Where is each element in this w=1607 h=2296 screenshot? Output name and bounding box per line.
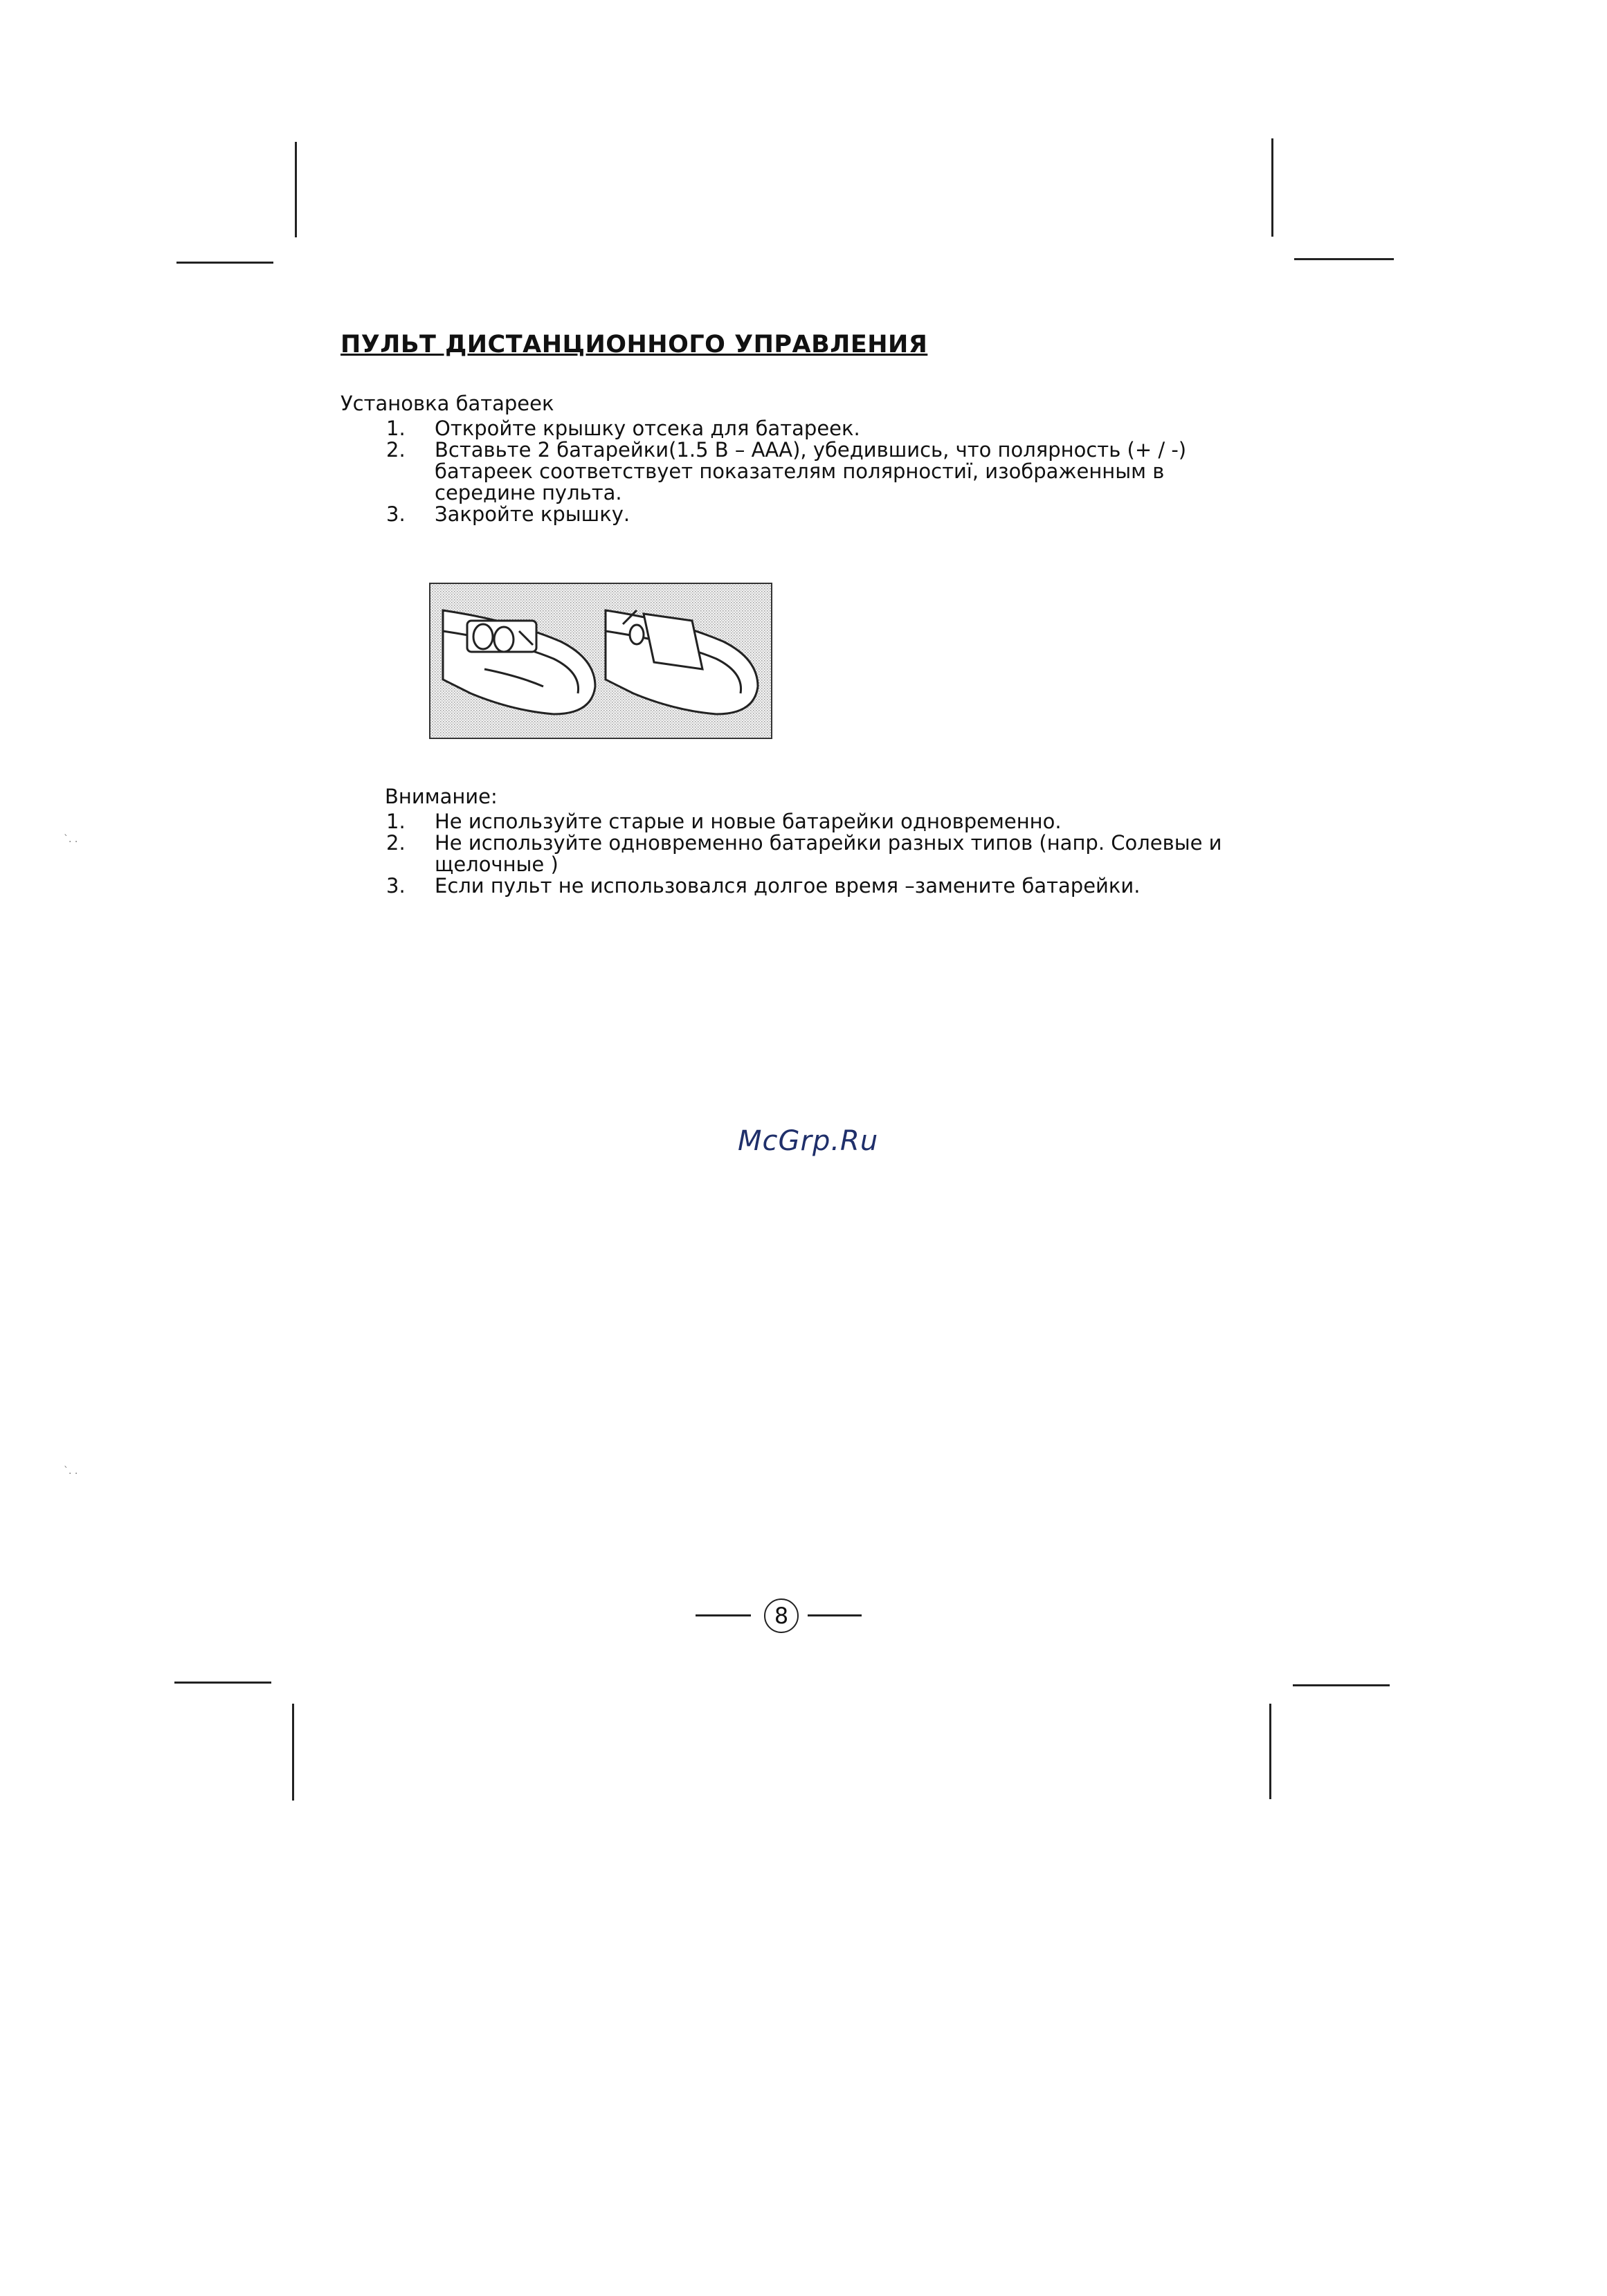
crop-mark-top-left-vertical — [295, 142, 297, 237]
crop-mark-top-left-horizontal — [176, 262, 273, 264]
step-text: Вставьте 2 батарейки(1.5 В – ААА), убедившись, что полярность (+ / -) батареек соответствует показателям полярностиї, изображенным в середине пульта. — [435, 438, 1187, 504]
crop-mark-top-right-horizontal — [1294, 258, 1394, 260]
step-number: 3. — [386, 502, 406, 526]
list-item — [341, 875, 1240, 897]
warnings-list — [341, 811, 1240, 897]
list-item — [341, 811, 1240, 832]
page-title: ПУЛЬТ ДИСТАНЦИОННОГО УПРАВЛЕНИЯ — [341, 331, 928, 358]
warning-heading: Внимание: — [385, 785, 498, 808]
scan-artifact: `. . — [64, 1466, 78, 1477]
warning-text: Если пульт не использовался долгое время –замените батарейки. — [435, 874, 1141, 898]
warning-number: 1. — [386, 810, 406, 833]
install-heading: Установка батареек — [341, 392, 554, 415]
list-item — [341, 439, 1240, 504]
list-item — [341, 504, 1240, 525]
warning-text: Не используйте старые и новые батарейки одновременно. — [435, 810, 1062, 833]
page-number-rule-left — [696, 1614, 751, 1616]
step-number: 2. — [386, 438, 406, 462]
crop-mark-bottom-right-vertical — [1269, 1704, 1271, 1799]
watermark: McGrp.Ru — [738, 1125, 879, 1157]
warning-number: 3. — [386, 874, 406, 898]
page-number-rule-right — [808, 1614, 862, 1616]
crop-mark-bottom-right-horizontal — [1293, 1684, 1390, 1686]
step-text: Откройте крышку отсека для батареек. — [435, 417, 860, 440]
page-number-footer — [696, 1597, 862, 1634]
crop-mark-bottom-left-vertical — [292, 1704, 294, 1801]
scan-artifact: `. . — [64, 834, 78, 845]
install-steps-list — [341, 418, 1240, 525]
page-number: 8 — [764, 1598, 799, 1633]
remote-battery-illustration — [429, 583, 772, 739]
list-item — [341, 418, 1240, 439]
warning-text: Не используйте одновременно батарейки разных типов (напр. Солевые и щелочные ) — [435, 831, 1222, 876]
step-number: 1. — [386, 417, 406, 440]
crop-mark-top-right-vertical — [1271, 138, 1273, 237]
crop-mark-bottom-left-horizontal — [174, 1682, 271, 1684]
step-text: Закройте крышку. — [435, 502, 630, 526]
list-item — [341, 832, 1240, 875]
warning-number: 2. — [386, 831, 406, 855]
